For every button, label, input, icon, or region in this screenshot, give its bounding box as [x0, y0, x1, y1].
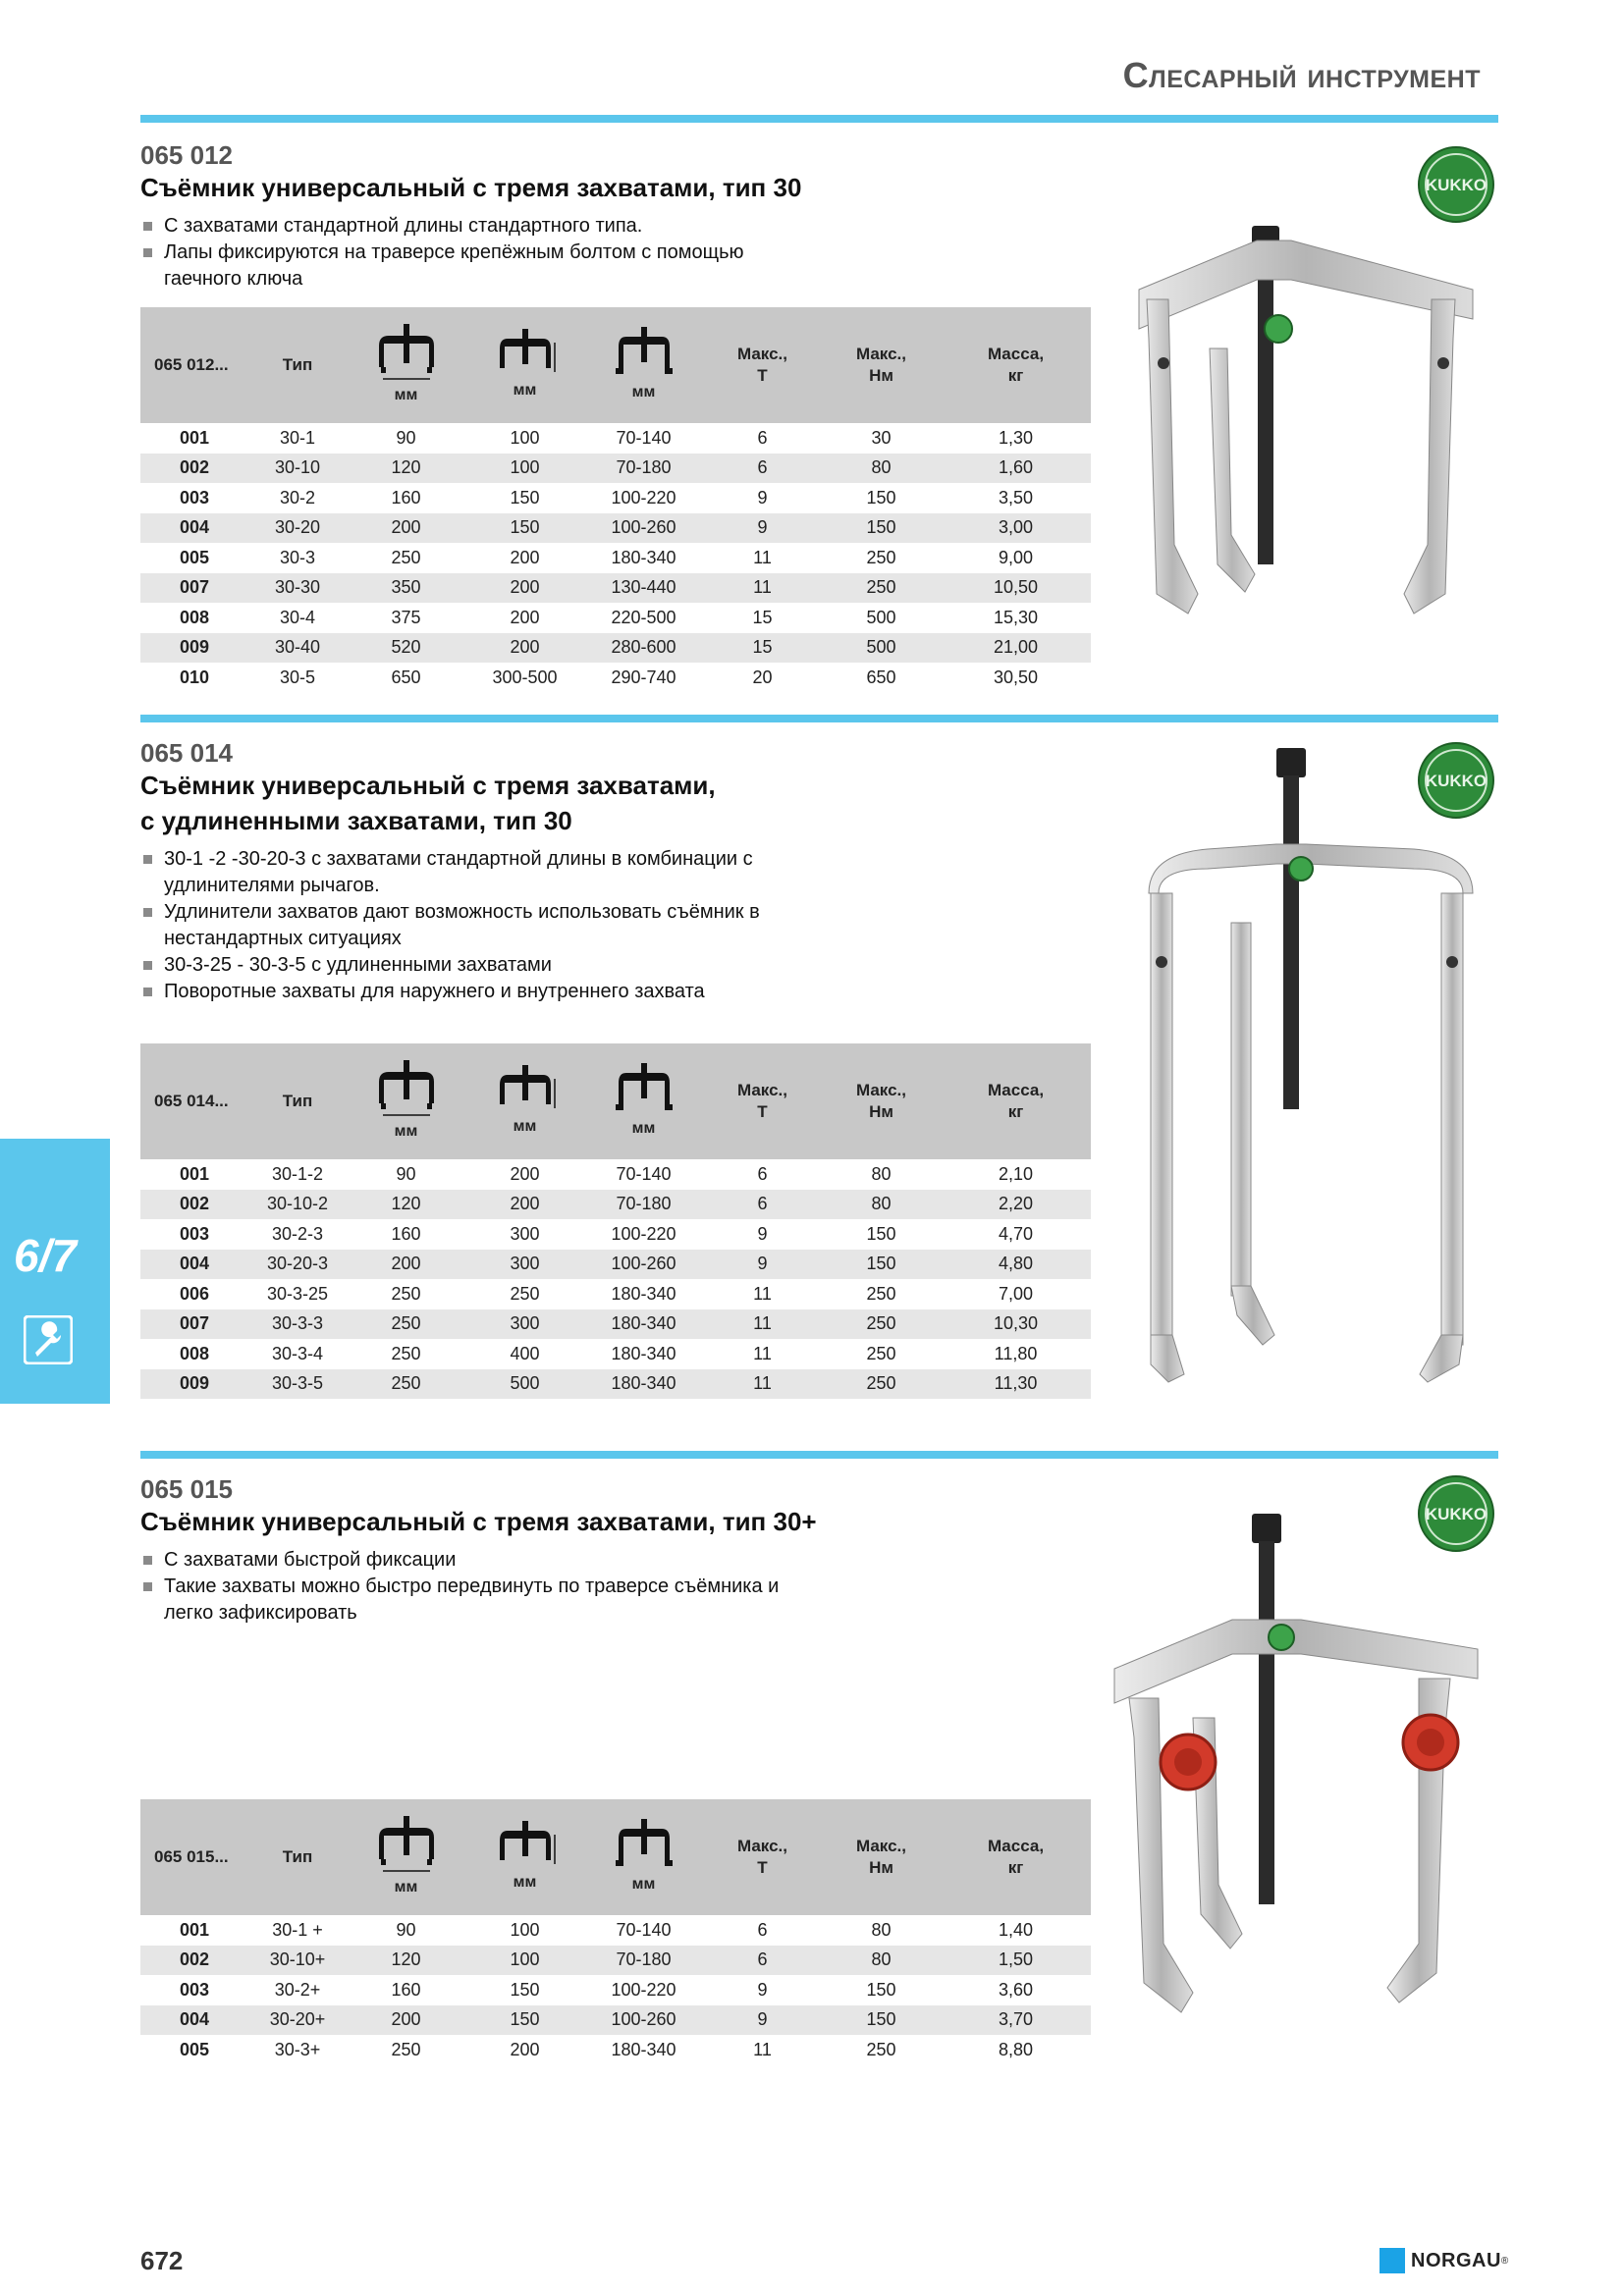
cell-max-nm: 30: [871, 427, 892, 448]
cell-item-code: 002: [179, 1194, 210, 1214]
cell-span: 250: [391, 1313, 421, 1334]
table-row: [140, 513, 1091, 544]
cell-span: 650: [391, 667, 421, 687]
cell-item-code: 005: [179, 2039, 210, 2059]
svg-text:KUKKO: KUKKO: [1425, 1505, 1488, 1523]
cell-mass: 21,00: [993, 637, 1039, 658]
cell-span: 250: [391, 1373, 421, 1394]
cell-depth: 100: [510, 1919, 540, 1940]
puller-photo-065-015: [1105, 1512, 1497, 2022]
table-header-row: [140, 307, 1091, 423]
brand-square-icon: [1380, 2248, 1405, 2273]
cell-range: 180-340: [611, 1313, 676, 1334]
chapter-number: 6/7: [14, 1230, 77, 1281]
cell-mass: 30,50: [993, 667, 1039, 687]
cell-mass: 9,00: [998, 547, 1034, 567]
brand-registered-mark: ®: [1500, 2255, 1509, 2267]
cell-max-nm: 80: [871, 1163, 892, 1184]
cell-item-code: 002: [179, 1949, 210, 1970]
cell-item-code: 009: [179, 1373, 210, 1394]
cell-span: 120: [391, 1949, 421, 1970]
cell-max-nm: 150: [866, 2009, 896, 2030]
jaw-span-icon: [375, 1060, 438, 1119]
column-header-code: 065 012...: [154, 355, 229, 374]
column-header-span: [347, 307, 465, 423]
cell-range: 130-440: [611, 577, 676, 598]
cell-mass: 3,50: [998, 487, 1034, 507]
cell-span: 350: [391, 577, 421, 598]
wrench-icon: [24, 1315, 73, 1364]
cell-range: 70-140: [616, 1163, 672, 1184]
cell-type: 30-3: [279, 547, 316, 567]
column-header-type: Тип: [282, 1092, 313, 1110]
cell-max-t: 15: [752, 607, 773, 627]
cell-max-t: 6: [757, 1194, 768, 1214]
cell-max-nm: 500: [866, 607, 896, 627]
cell-mass: 4,70: [998, 1223, 1034, 1244]
table-row: [140, 454, 1091, 484]
table-header-row: [140, 1043, 1091, 1159]
cell-max-t: 11: [753, 2039, 772, 2059]
cell-mass: 3,60: [998, 1979, 1034, 2000]
column-header-max-nm: Макс., Нм: [855, 1081, 906, 1121]
column-header-mass: Масса, кг: [987, 1837, 1045, 1877]
cell-max-nm: 250: [866, 1373, 896, 1394]
cell-max-nm: 80: [871, 457, 892, 478]
cell-span: 160: [391, 1223, 421, 1244]
cell-type: 30-20: [274, 517, 321, 538]
table-row: [140, 1219, 1091, 1250]
product-code: 065 012: [140, 140, 233, 170]
cell-depth: 300: [510, 1223, 540, 1244]
unit-label: мм: [631, 1120, 656, 1137]
cell-max-t: 9: [757, 1254, 768, 1274]
cell-max-t: 11: [753, 1283, 772, 1304]
section-divider: [140, 115, 1498, 123]
cell-mass: 4,80: [998, 1254, 1034, 1274]
column-header-depth: [465, 1043, 584, 1159]
cell-depth: 100: [510, 457, 540, 478]
cell-range: 180-340: [611, 1373, 676, 1394]
table-row: [140, 2005, 1091, 2036]
cell-max-nm: 250: [866, 1283, 896, 1304]
cell-range: 180-340: [611, 2039, 676, 2059]
cell-type: 30-3-25: [266, 1283, 329, 1304]
table-row: [140, 1339, 1091, 1369]
feature-item: Лапы фиксируются на траверсе крепёжным болтом с помощью гаечного ключа: [140, 240, 808, 293]
feature-item: С захватами стандартной длины стандартного типа.: [140, 213, 808, 240]
column-header-code: 065 015...: [154, 1847, 229, 1866]
table-body: [140, 1159, 1091, 1399]
cell-type: 30-40: [274, 637, 321, 658]
puller-photo-065-014: [1129, 746, 1483, 1394]
jaw-range-icon: [613, 1819, 676, 1872]
cell-item-code: 009: [179, 637, 210, 658]
cell-max-t: 6: [757, 1163, 768, 1184]
column-header-depth: [465, 1799, 584, 1915]
cell-max-nm: 80: [871, 1919, 892, 1940]
cell-type: 30-10+: [269, 1949, 326, 1970]
table-row: [140, 543, 1091, 573]
cell-type: 30-3-4: [271, 1343, 324, 1363]
cell-depth: 200: [510, 1163, 540, 1184]
cell-mass: 3,70: [998, 2009, 1034, 2030]
cell-span: 160: [391, 1979, 421, 2000]
column-header-code: 065 014...: [154, 1092, 229, 1110]
cell-type: 30-30: [274, 577, 321, 598]
cell-depth: 200: [510, 547, 540, 567]
cell-range: 100-260: [611, 1254, 676, 1274]
table-row: [140, 2035, 1091, 2065]
feature-list: [140, 1547, 808, 1627]
cell-depth: 200: [510, 2039, 540, 2059]
cell-max-t: 15: [752, 637, 773, 658]
cell-type: 30-3-5: [271, 1373, 324, 1394]
cell-max-t: 20: [752, 667, 773, 687]
table-row: [140, 1915, 1091, 1946]
cell-span: 250: [391, 1283, 421, 1304]
cell-type: 30-20+: [269, 2009, 326, 2030]
cell-range: 290-740: [611, 667, 676, 687]
feature-item: 30-3-25 - 30-3-5 с удлиненными захватами: [140, 952, 808, 979]
cell-max-nm: 150: [866, 1223, 896, 1244]
cell-range: 70-180: [616, 457, 672, 478]
svg-text:KUKKO: KUKKO: [1425, 176, 1488, 194]
jaw-span-icon: [375, 324, 438, 383]
cell-max-t: 9: [757, 2009, 768, 2030]
cell-type: 30-20-3: [266, 1254, 329, 1274]
product-title: Съёмник универсальный с тремя захватами, тип 30: [140, 173, 802, 202]
cell-span: 200: [391, 2009, 421, 2030]
cell-mass: 2,20: [998, 1194, 1034, 1214]
unit-label: мм: [394, 1123, 418, 1140]
cell-span: 250: [391, 1343, 421, 1363]
cell-span: 90: [396, 1163, 416, 1184]
unit-label: мм: [394, 387, 418, 403]
cell-mass: 15,30: [993, 607, 1039, 627]
cell-max-t: 9: [757, 517, 768, 538]
cell-depth: 300: [510, 1313, 540, 1334]
table-row: [140, 1946, 1091, 1976]
cell-max-nm: 150: [866, 1254, 896, 1274]
jaw-depth-icon: [494, 1821, 557, 1870]
table-row: [140, 1369, 1091, 1400]
jaw-depth-icon: [494, 329, 557, 378]
section-divider: [140, 715, 1498, 722]
cell-span: 160: [391, 487, 421, 507]
cell-range: 180-340: [611, 1343, 676, 1363]
cell-span: 90: [396, 427, 416, 448]
svg-text:KUKKO: KUKKO: [1425, 772, 1488, 790]
cell-type: 30-2-3: [271, 1223, 324, 1244]
column-header-range: [584, 307, 703, 423]
cell-max-t: 6: [757, 1919, 768, 1940]
cell-item-code: 003: [179, 487, 210, 507]
cell-max-nm: 250: [866, 577, 896, 598]
table-row: [140, 1975, 1091, 2005]
cell-mass: 3,00: [998, 517, 1034, 538]
table-body: [140, 423, 1091, 693]
jaw-span-icon: [375, 1816, 438, 1875]
cell-max-nm: 150: [866, 487, 896, 507]
cell-depth: 150: [510, 487, 540, 507]
cell-type: 30-3+: [274, 2039, 321, 2059]
cell-span: 90: [396, 1919, 416, 1940]
cell-mass: 1,50: [998, 1949, 1034, 1970]
unit-label: мм: [513, 1874, 537, 1891]
feature-item: С захватами быстрой фиксации: [140, 1547, 808, 1574]
cell-max-nm: 80: [871, 1194, 892, 1214]
feature-item: 30-1 -2 -30-20-3 с захватами стандартной длины в комбинации с удлинителями рычагов.: [140, 846, 808, 899]
table-row: [140, 1279, 1091, 1309]
feature-item: Удлинители захватов дают возможность использовать съёмник в нестандартных ситуациях: [140, 899, 808, 952]
cell-type: 30-2: [279, 487, 316, 507]
product-title-line2: с удлиненными захватами, тип 30: [140, 806, 572, 835]
cell-item-code: 007: [179, 577, 210, 598]
unit-label: мм: [631, 1876, 656, 1893]
cell-range: 100-260: [611, 517, 676, 538]
cell-depth: 200: [510, 577, 540, 598]
cell-range: 280-600: [611, 637, 676, 658]
cell-range: 100-220: [611, 1223, 676, 1244]
table-row: [140, 1190, 1091, 1220]
cell-type: 30-10: [274, 457, 321, 478]
cell-max-nm: 250: [866, 1313, 896, 1334]
cell-span: 520: [391, 637, 421, 658]
cell-mass: 10,50: [993, 577, 1039, 598]
column-header-range: [584, 1043, 703, 1159]
column-header-max-t: Макс., Т: [736, 1081, 787, 1121]
cell-range: 100-220: [611, 1979, 676, 2000]
column-header-depth: [465, 307, 584, 423]
column-header-type: Тип: [282, 1847, 313, 1866]
cell-max-nm: 500: [866, 637, 896, 658]
cell-range: 70-180: [616, 1949, 672, 1970]
product-code: 065 014: [140, 738, 233, 768]
table-row: [140, 1309, 1091, 1340]
table-row: [140, 633, 1091, 664]
table-row: [140, 603, 1091, 633]
cell-range: 100-260: [611, 2009, 676, 2030]
cell-range: 70-140: [616, 1919, 672, 1940]
cell-item-code: 001: [179, 1919, 210, 1940]
cell-type: 30-3-3: [271, 1313, 324, 1334]
product-title-line1: Съёмник универсальный с тремя захватами,: [140, 771, 716, 800]
cell-mass: 1,40: [998, 1919, 1034, 1940]
cell-span: 375: [391, 607, 421, 627]
cell-max-t: 11: [753, 1313, 772, 1334]
cell-depth: 200: [510, 637, 540, 658]
cell-max-t: 11: [753, 577, 772, 598]
specs-table-065-014: [140, 1043, 1091, 1399]
feature-item: Такие захваты можно быстро передвинуть по траверсе съёмника и легко зафиксировать: [140, 1574, 808, 1627]
specs-table-065-015: [140, 1799, 1091, 2065]
column-header-span: [347, 1799, 465, 1915]
cell-item-code: 004: [179, 1254, 210, 1274]
cell-item-code: 006: [179, 1283, 210, 1304]
brand-name: NORGAU: [1411, 2249, 1501, 2271]
cell-type: 30-2+: [274, 1979, 321, 2000]
table-row: [140, 573, 1091, 604]
unit-label: мм: [513, 382, 537, 399]
cell-max-t: 11: [753, 547, 772, 567]
column-header-max-nm: Макс., Нм: [855, 345, 906, 385]
chapter-side-tab[interactable]: [0, 1139, 110, 1404]
column-header-mass: Масса, кг: [987, 1081, 1045, 1121]
product-code: 065 015: [140, 1474, 233, 1504]
cell-max-nm: 250: [866, 1343, 896, 1363]
cell-depth: 150: [510, 517, 540, 538]
unit-label: мм: [513, 1118, 537, 1135]
cell-range: 180-340: [611, 547, 676, 567]
cell-mass: 7,00: [998, 1283, 1034, 1304]
cell-item-code: 008: [179, 607, 210, 627]
cell-item-code: 010: [179, 667, 210, 687]
cell-max-t: 9: [757, 487, 768, 507]
cell-item-code: 004: [179, 517, 210, 538]
cell-item-code: 003: [179, 1223, 210, 1244]
table-header-row: [140, 1799, 1091, 1915]
cell-type: 30-1 +: [272, 1919, 323, 1940]
cell-span: 250: [391, 2039, 421, 2059]
unit-label: мм: [631, 384, 656, 400]
cell-item-code: 003: [179, 1979, 210, 2000]
column-header-type: Тип: [282, 355, 313, 374]
cell-max-nm: 650: [866, 667, 896, 687]
page-header-title: Слесарный инструмент: [1122, 55, 1481, 95]
cell-mass: 10,30: [993, 1313, 1039, 1334]
section-divider: [140, 1451, 1498, 1459]
cell-mass: 11,30: [994, 1373, 1038, 1394]
cell-max-nm: 150: [866, 1979, 896, 2000]
puller-photo-065-012: [1119, 221, 1492, 672]
product-title: Съёмник универсальный с тремя захватами, тип 30+: [140, 1507, 817, 1536]
feature-item: Поворотные захваты для наружнего и внутреннего захвата: [140, 979, 808, 1005]
table-row: [140, 1159, 1091, 1190]
cell-mass: 2,10: [998, 1163, 1034, 1184]
cell-item-code: 001: [179, 1163, 210, 1184]
cell-mass: 1,60: [998, 457, 1034, 478]
cell-max-t: 11: [753, 1373, 772, 1394]
cell-mass: 8,80: [998, 2039, 1034, 2059]
brand-logo: [1380, 2248, 1508, 2273]
cell-depth: 300-500: [492, 667, 558, 687]
jaw-range-icon: [613, 1063, 676, 1116]
jaw-depth-icon: [494, 1065, 557, 1114]
cell-depth: 250: [510, 1283, 540, 1304]
cell-item-code: 002: [179, 457, 210, 478]
column-header-max-t: Макс., Т: [736, 345, 787, 385]
cell-max-t: 6: [757, 457, 768, 478]
column-header-range: [584, 1799, 703, 1915]
cell-depth: 200: [510, 607, 540, 627]
column-header-max-nm: Макс., Нм: [855, 1837, 906, 1877]
feature-list: [140, 846, 808, 1005]
cell-range: 70-180: [616, 1194, 672, 1214]
cell-span: 120: [391, 1194, 421, 1214]
cell-max-t: 6: [757, 1949, 768, 1970]
cell-max-t: 11: [753, 1343, 772, 1363]
jaw-range-icon: [613, 327, 676, 380]
page-number: 672: [140, 2246, 184, 2275]
cell-span: 200: [391, 1254, 421, 1274]
cell-type: 30-1: [279, 427, 316, 448]
cell-item-code: 005: [179, 547, 210, 567]
cell-depth: 400: [510, 1343, 540, 1363]
cell-span: 120: [391, 457, 421, 478]
cell-item-code: 007: [179, 1313, 210, 1334]
table-body: [140, 1915, 1091, 2065]
cell-span: 250: [391, 547, 421, 567]
cell-depth: 200: [510, 1194, 540, 1214]
cell-range: 220-500: [611, 607, 676, 627]
cell-type: 30-5: [279, 667, 316, 687]
cell-max-nm: 250: [866, 2039, 896, 2059]
cell-depth: 150: [510, 1979, 540, 2000]
table-row: [140, 663, 1091, 693]
kukko-logo: [1417, 145, 1495, 224]
cell-item-code: 001: [179, 427, 210, 448]
column-header-max-t: Макс., Т: [736, 1837, 787, 1877]
specs-table-065-012: [140, 307, 1091, 693]
cell-max-nm: 150: [866, 517, 896, 538]
cell-max-nm: 250: [866, 547, 896, 567]
feature-list: [140, 213, 808, 293]
cell-mass: 11,80: [994, 1343, 1038, 1363]
unit-label: мм: [394, 1879, 418, 1896]
cell-depth: 150: [510, 2009, 540, 2030]
cell-depth: 100: [510, 1949, 540, 1970]
cell-item-code: 004: [179, 2009, 210, 2030]
cell-type: 30-1-2: [271, 1163, 324, 1184]
cell-type: 30-10-2: [266, 1194, 329, 1214]
cell-type: 30-4: [279, 607, 316, 627]
table-row: [140, 483, 1091, 513]
cell-max-t: 6: [757, 427, 768, 448]
cell-depth: 300: [510, 1254, 540, 1274]
cell-depth: 500: [510, 1373, 540, 1394]
cell-span: 200: [391, 517, 421, 538]
table-row: [140, 423, 1091, 454]
cell-depth: 100: [510, 427, 540, 448]
table-row: [140, 1250, 1091, 1280]
column-header-mass: Масса, кг: [987, 345, 1045, 385]
cell-range: 180-340: [611, 1283, 676, 1304]
column-header-span: [347, 1043, 465, 1159]
cell-max-t: 9: [757, 1223, 768, 1244]
cell-mass: 1,30: [998, 427, 1034, 448]
cell-item-code: 008: [179, 1343, 210, 1363]
cell-range: 100-220: [611, 487, 676, 507]
cell-max-nm: 80: [871, 1949, 892, 1970]
cell-max-t: 9: [757, 1979, 768, 2000]
cell-range: 70-140: [616, 427, 672, 448]
